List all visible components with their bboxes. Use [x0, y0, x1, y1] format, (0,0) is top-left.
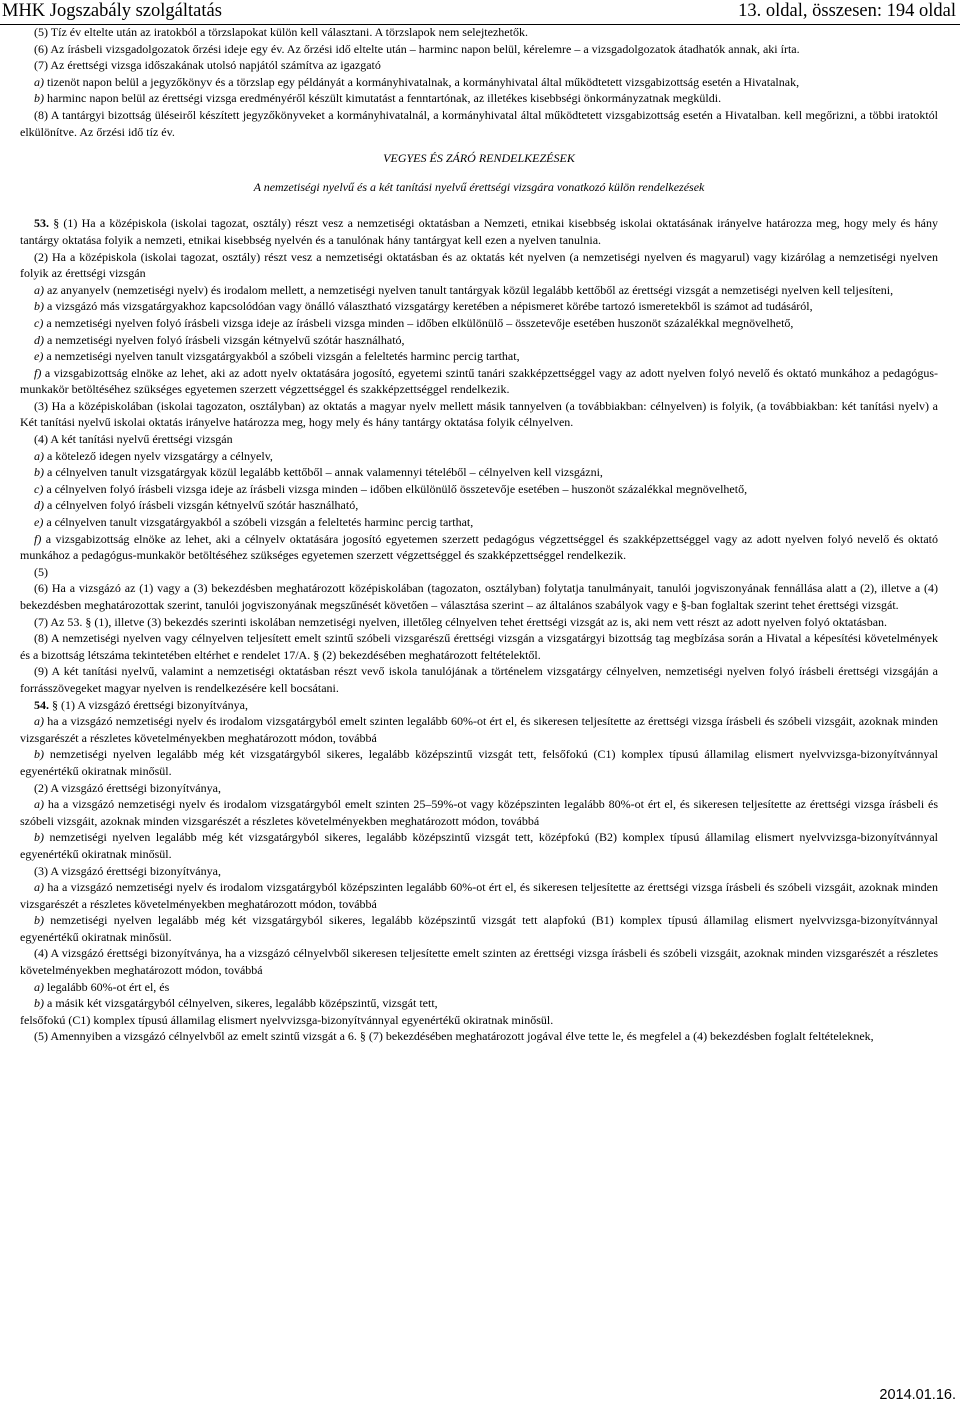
paragraph	[20, 663, 938, 696]
paragraph-text: tizenöt napon belül a jegyzőkönyv és a törzslap egy példányát a kormányhivatalnak, a kormányhivatal által működtetett vizsgabizottság esetén a Hivatalnak,	[44, 74, 800, 89]
paragraph-text: a nemzetiségi nyelven folyó írásbeli vizsga ideje az írásbeli vizsga minden – időben elkülönülő – összetevője esetében huszonöt százalékkal megnövelhető,	[43, 315, 794, 330]
paragraph-text: (2) Ha a középiskola (iskolai tagozat, osztály) részt vesz a nemzetiségi oktatásban és az oktatás két nyelven (a nemzetiségi nyelven és magyarul) vagy kizárólag a nemzetiségi nyelven folyik az érettségi vizsgán	[20, 249, 938, 281]
paragraph	[20, 315, 938, 332]
list-marker: a)	[34, 797, 44, 812]
paragraph-text: (3) Ha a középiskolában (iskolai tagozaton, osztályban) az oktatás a magyar nyelv mellett másik tannyelven (a továbbiakban: célnyelven) is folyik, (a továbbiakban: két tanítási nyelv) a Két tanítási nyelvű iskolai oktatás irányelve határozza meg, hogy mely és hány tantárgy oktatása folyik célnyelven.	[20, 398, 938, 430]
paragraph	[20, 481, 938, 498]
list-marker: b)	[34, 299, 44, 314]
paragraph	[20, 348, 938, 365]
paragraph-text: nemzetiségi nyelven legalább még két vizsgatárgyból sikeres, legalább középszintű vizsgát tett alapfokú (B1) komplex típusú államilag elismert nyelvvizsga-bizonyítvánnyal egyenértékű okiratnak minősül.	[20, 913, 938, 944]
list-marker: c)	[34, 315, 44, 330]
paragraph-text: (5)	[34, 564, 48, 579]
paragraph-text: (8) A nemzetiségi nyelven vagy célnyelven teljesített emelt szintű szóbeli vizsgarészű érettségi vizsgán a vizsgatárgyi bizottság tag megbízása során a Hivatal a képesítési követelmények és a bizottság létszáma tekintetében eltérhet e rendelet 17/A. § (2) bekezdésében meghatározott feltételektől.	[20, 631, 938, 662]
paragraph-text: a célnyelven folyó írásbeli vizsga ideje az írásbeli vizsga minden – időben elkülönülő összetevője esetében – huszonöt százalékkal megnövelhető,	[43, 481, 748, 496]
paragraph-text: nemzetiségi nyelven legalább még két vizsgatárgyból sikeres, legalább középszintű vizsgát tett, felsőfokú (C1) komplex típusú államilag elismert nyelvvizsga-bizonyítvánnyal egyenértékű okiratnak minősül.	[20, 747, 938, 778]
paragraph-text: (2) A vizsgázó érettségi bizonyítványa,	[34, 780, 221, 795]
paragraph	[20, 829, 938, 862]
paragraph-text: § (1) A vizsgázó érettségi bizonyítványa,	[49, 697, 248, 712]
paragraph	[20, 365, 938, 398]
paragraph-text: (9) A két tanítási nyelvű, valamint a nemzetiségi oktatásban részt vevő iskola tanulójának a történelem vizsgatárgy célnyelven, nemzetiségi nyelven folyó írásbeli érettségi vizsgáján a forrásszövegeket magyar nyelven is rendelkezésére kell bocsátani.	[20, 664, 938, 695]
paragraph	[20, 41, 938, 58]
list-marker: a)	[34, 979, 44, 994]
paragraph	[20, 697, 938, 714]
paragraph	[20, 448, 938, 465]
paragraph	[20, 514, 938, 531]
paragraph-text: (4) A vizsgázó érettségi bizonyítványa, ha a vizsgázó célnyelvből sikeresen teljesítette emelt szinten az érettségi vizsga írásbeli és szóbeli vizsgáit, azoknak minden vizsgarészét a részletes követelményekben meghatározott módon, továbbá	[20, 946, 938, 978]
list-marker: a)	[34, 880, 44, 895]
paragraph-text: § (1) Ha a középiskola (iskolai tagozat, osztály) részt vesz a nemzetiségi oktatásban a Nemzeti, etnikai kisebbség iskolai oktatásának irányelve határozza meg, hogy mely és hány tantárgy oktatása folyik a nemzeti, etnikai kisebbség nyelvén és a tanulónak hány tantárgyat kell ezen a nyelven tanulnia.	[20, 216, 938, 247]
paragraph	[20, 24, 938, 41]
paragraph-text: a nemzetiségi nyelven tanult vizsgatárgyakból a szóbeli vizsgán a feleltetés harminc percig tarthat,	[43, 349, 520, 364]
list-marker: b)	[34, 830, 44, 845]
paragraph	[20, 796, 938, 829]
paragraph-text: a vizsgázó más vizsgatárgyakhoz kapcsolódóan vagy önálló választható vizsgatárgy keretében a népismeret körébe tartozó ismeretekből is számot ad tudásáról,	[44, 299, 813, 314]
list-marker: f)	[34, 365, 42, 380]
paragraph-text: a célnyelven tanult vizsgatárgyak közül legalább kettőből – annak valamennyi tételéből – célnyelven kell vizsgázni,	[44, 465, 603, 480]
paragraph-text: (3) A vizsgázó érettségi bizonyítványa,	[34, 863, 221, 878]
paragraph-text: a célnyelven folyó írásbeli vizsgán kétnyelvű szótár használható,	[44, 498, 359, 513]
paragraph	[20, 215, 938, 248]
paragraph	[20, 630, 938, 663]
paragraph	[20, 431, 938, 448]
header-page-counter: 13. oldal, összesen: 194 oldal	[738, 1, 956, 21]
paragraph	[20, 945, 938, 978]
footer-date: 2014.01.16.	[879, 1387, 956, 1403]
paragraph-text: a vizsgabizottság elnöke az lehet, aki a célnyelv oktatására jogosító egyetemen szerzett pedagógus végzettséggel és szakképzettséggel vagy az adott nyelven folyó nevelő és oktató munkához a pedagógus-munkakör betöltéséhez szükséges egyetemen szerzett végzettséggel és szakképzettséggel rendelkezik.	[20, 531, 938, 563]
paragraph	[20, 332, 938, 349]
paragraph	[20, 879, 938, 912]
paragraph	[20, 564, 938, 581]
list-marker: b)	[34, 913, 44, 928]
paragraph-text: (6) Az írásbeli vizsgadolgozatok őrzési ideje egy év. Az őrzési idő eltelte után – harminc napon belül, kérelemre – a vizsgadolgozatok átadhatók annak, aki írta.	[34, 41, 800, 56]
paragraph	[20, 912, 938, 945]
paragraph-text: (4) A két tanítási nyelvű érettségi vizsgán	[34, 432, 233, 447]
list-marker: e)	[34, 515, 44, 530]
list-marker: c)	[34, 481, 44, 496]
section-subheading: A nemzetiségi nyelvű és a két tanítási nyelvű érettségi vizsgára vonatkozó külön rendelkezések	[253, 179, 705, 194]
paragraph-text: felsőfokú (C1) komplex típusú államilag elismert nyelvvizsga-bizonyítvánnyal egyenértékű okiratnak minősül.	[20, 1012, 554, 1027]
paragraph-text: ha a vizsgázó nemzetiségi nyelv és irodalom vizsgatárgyból középszinten legalább 60%-ot ért el, és sikeresen teljesítette az érettségi vizsga írásbeli és szóbeli vizsgáit, azoknak minden vizsgarészét a részletes követelményekben meghatározott módon, továbbá	[20, 880, 938, 911]
paragraph	[20, 746, 938, 779]
paragraph	[20, 464, 938, 481]
paragraph-text: az anyanyelv (nemzetiségi nyelv) és irodalom mellett, a nemzetiségi nyelven tanult tantárgyak közül legalább kettőből az érettségi vizsgát a nemzetiségi nyelven kell teljesíteni,	[44, 282, 894, 297]
paragraph-text: (8) A tantárgyi bizottság üléseiről készített jegyzőkönyveket a kormányhivatalnál, a kormányhivatal által működtetett vizsgabizottság esetén a Hivatalban. kell megőrizni, a többi iratoktól elkülönítve. Az őrzési idő tíz év.	[20, 107, 938, 139]
paragraph	[20, 995, 938, 1012]
paragraph	[20, 713, 938, 746]
paragraph-text: (6) Ha a vizsgázó az (1) vagy a (3) bekezdésben meghatározott középiskolában (tagozaton, osztályban) folytatja tanulmányait, tanulói jogviszonyának fennállása alatt a (2), illetve a (4) bekezdésben meghatározottak szerint, tanulói jogviszonyának megszűnését követően – választása szerint – az általános szabályok vagy e §-ban foglaltak szerint tehet érettségi vizsgát.	[20, 581, 938, 612]
paragraph	[20, 57, 938, 74]
paragraph-text: a vizsgabizottság elnöke az lehet, aki az adott nyelv oktatására jogosító, egyetemi szintű tanári szakképzettséggel vagy az adott nyelven folyó nevelő és oktató munkához a pedagógus-munkakör betöltéséhez szükséges egyetemen szerzett végzettséggel és szakképzettséggel rendelkezik.	[20, 365, 938, 397]
paragraph-text: ha a vizsgázó nemzetiségi nyelv és irodalom vizsgatárgyból emelt szinten 25–59%-ot vagy középszinten legalább 80%-ot ért el, és sikeresen teljesítette az érettségi vizsga írásbeli és szóbeli vizsgáit, azoknak minden vizsgarészét a részletes követelményekben meghatározott módon, továbbá	[20, 797, 938, 828]
paragraph-text: a célnyelven tanult vizsgatárgyakból a szóbeli vizsgán a feleltetés harminc percig tarthat,	[43, 515, 474, 530]
list-marker: f)	[34, 531, 42, 546]
paragraph	[20, 780, 938, 797]
paragraph-text: (5) Amennyiben a vizsgázó célnyelvből az emelt szintű vizsgát a 6. § (7) bekezdésében meghatározott jogával élve tette le, és megfelel a (4) bekezdésben foglalt feltételeknek,	[34, 1029, 874, 1044]
paragraph	[20, 249, 938, 282]
list-marker: b)	[34, 747, 44, 762]
paragraph	[20, 298, 938, 315]
section-heading: VEGYES ÉS ZÁRÓ RENDELKEZÉSEK	[383, 151, 575, 166]
paragraph	[20, 614, 938, 631]
list-marker: b)	[34, 996, 44, 1011]
paragraph	[20, 531, 938, 564]
list-marker: a)	[34, 282, 44, 297]
paragraph	[20, 282, 938, 299]
list-marker: d)	[34, 332, 44, 347]
paragraph-text: a másik két vizsgatárgyból célnyelven, sikeres, legalább középszintű, vizsgát tett,	[44, 996, 438, 1011]
list-marker: a)	[34, 448, 44, 463]
paragraph	[20, 863, 938, 880]
paragraph-text: (7) Az 53. § (1), illetve (3) bekezdés szerinti iskolában nemzetiségi nyelven, illetőleg célnyelven tehet érettségi vizsgát az is, aki nem vett részt az adott nyelven folyó oktatásban.	[34, 614, 888, 629]
section-number: 53.	[34, 216, 49, 231]
paragraph-text: legalább 60%-ot ért el, és	[44, 979, 170, 994]
paragraph	[20, 1028, 938, 1045]
paragraph-text: a nemzetiségi nyelven folyó írásbeli vizsgán kétnyelvű szótár használható,	[44, 332, 405, 347]
paragraph	[20, 497, 938, 514]
list-marker: d)	[34, 498, 44, 513]
paragraph-text: ha a vizsgázó nemzetiségi nyelv és irodalom vizsgatárgyból emelt szinten legalább 60%-ot ért el, és sikeresen teljesítette az érettségi vizsga írásbeli és szóbeli vizsgáit, azoknak minden vizsgarészét a részletes követelményekben meghatározott módon, továbbá	[20, 714, 938, 745]
page-header	[0, 0, 960, 25]
list-marker: b)	[34, 465, 44, 480]
paragraph	[20, 90, 938, 107]
paragraph-text: harminc napon belül az érettségi vizsga eredményéről készült kimutatást a fenntartónak, az illetékes kisebbségi önkormányzatnak megküldi.	[44, 91, 722, 106]
paragraph	[20, 580, 938, 613]
list-marker: b)	[34, 91, 44, 106]
paragraph	[20, 107, 938, 140]
paragraph	[20, 1012, 938, 1029]
section-number: 54.	[34, 697, 49, 712]
paragraph	[20, 74, 938, 91]
paragraph-text: nemzetiségi nyelven legalább még két vizsgatárgyból sikeres, legalább középszintű vizsgát tett, középfokú (B2) komplex típusú államilag elismert nyelvvizsga-bizonyítvánnyal egyenértékű okiratnak minősül.	[20, 830, 938, 861]
document-body	[20, 24, 938, 1045]
paragraph-text: (7) Az érettségi vizsga időszakának utolsó napjától számítva az igazgató	[34, 58, 381, 73]
paragraph-text: a kötelező idegen nyelv vizsgatárgy a célnyelv,	[44, 448, 273, 463]
header-service-name: MHK Jogszabály szolgáltatás	[2, 1, 222, 21]
paragraph-text: (5) Tíz év eltelte után az iratokból a törzslapokat külön kell választani. A törzslapok nem selejtezhetők.	[34, 25, 528, 39]
list-marker: a)	[34, 74, 44, 89]
paragraph	[20, 979, 938, 996]
list-marker: a)	[34, 714, 44, 729]
list-marker: e)	[34, 349, 44, 364]
paragraph	[20, 398, 938, 431]
